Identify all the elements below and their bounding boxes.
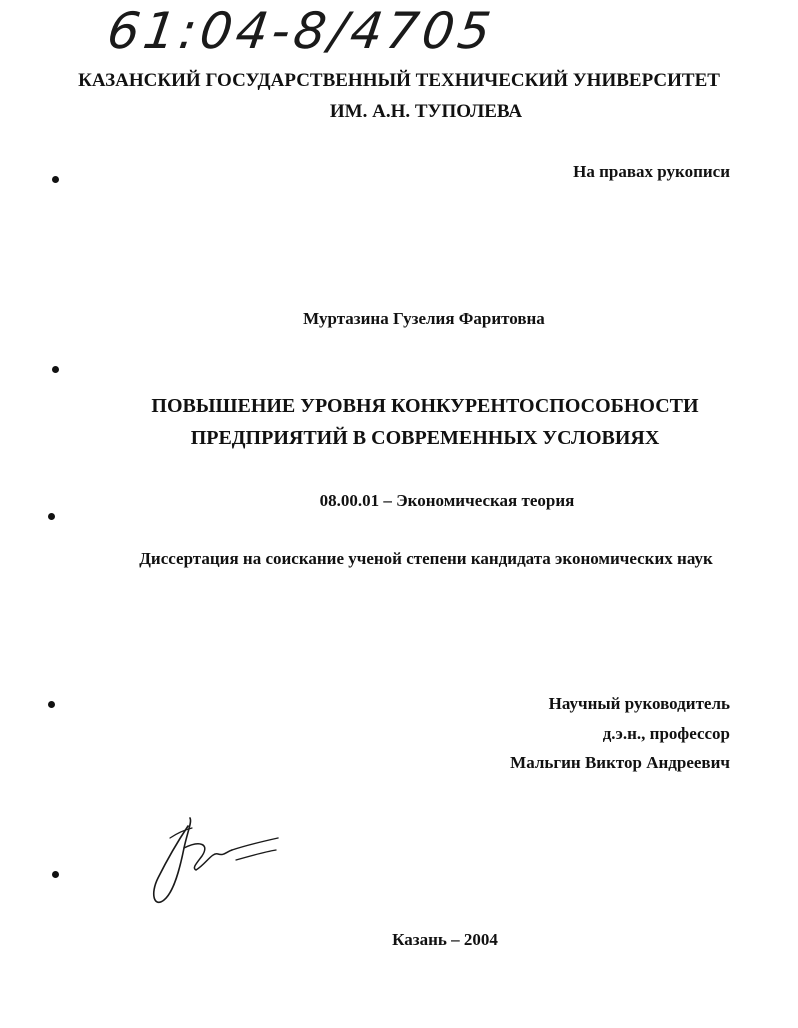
binding-hole-mark: [52, 871, 59, 878]
specialty: 08.00.01 – Экономическая теория: [319, 491, 575, 510]
supervisor-label: Научный руководитель: [548, 694, 730, 713]
city-year: Казань – 2004: [392, 930, 498, 949]
binding-hole-mark: [48, 701, 55, 708]
supervisor-name: Мальгин Виктор Андреевич: [510, 753, 730, 772]
archive-number: 61:04-8/4705: [103, 2, 499, 60]
supervisor-degree: д.э.н., профессор: [602, 724, 730, 743]
author-name: Муртазина Гузелия Фаритовна: [303, 309, 545, 328]
signature: [140, 808, 290, 918]
university-name-line2: ИМ. А.Н. ТУПОЛЕВА: [329, 101, 523, 122]
university-name: КАЗАНСКИЙ ГОСУДАРСТВЕННЫЙ ТЕХНИЧЕСКИЙ УНИВЕРСИТЕТ: [78, 70, 720, 91]
dissertation-title-line1: ПОВЫШЕНИЕ УРОВНЯ КОНКУРЕНТОСПОСОБНОСТИ: [151, 395, 699, 417]
rights-note: На правах рукописи: [573, 162, 730, 181]
binding-hole-mark: [52, 176, 59, 183]
binding-hole-mark: [48, 513, 55, 520]
binding-hole-mark: [52, 366, 59, 373]
dissertation-title-line2: ПРЕДПРИЯТИЙ В СОВРЕМЕННЫХ УСЛОВИЯХ: [190, 427, 660, 449]
degree-statement: Диссертация на соискание ученой степени кандидата экономических наук: [139, 549, 713, 568]
